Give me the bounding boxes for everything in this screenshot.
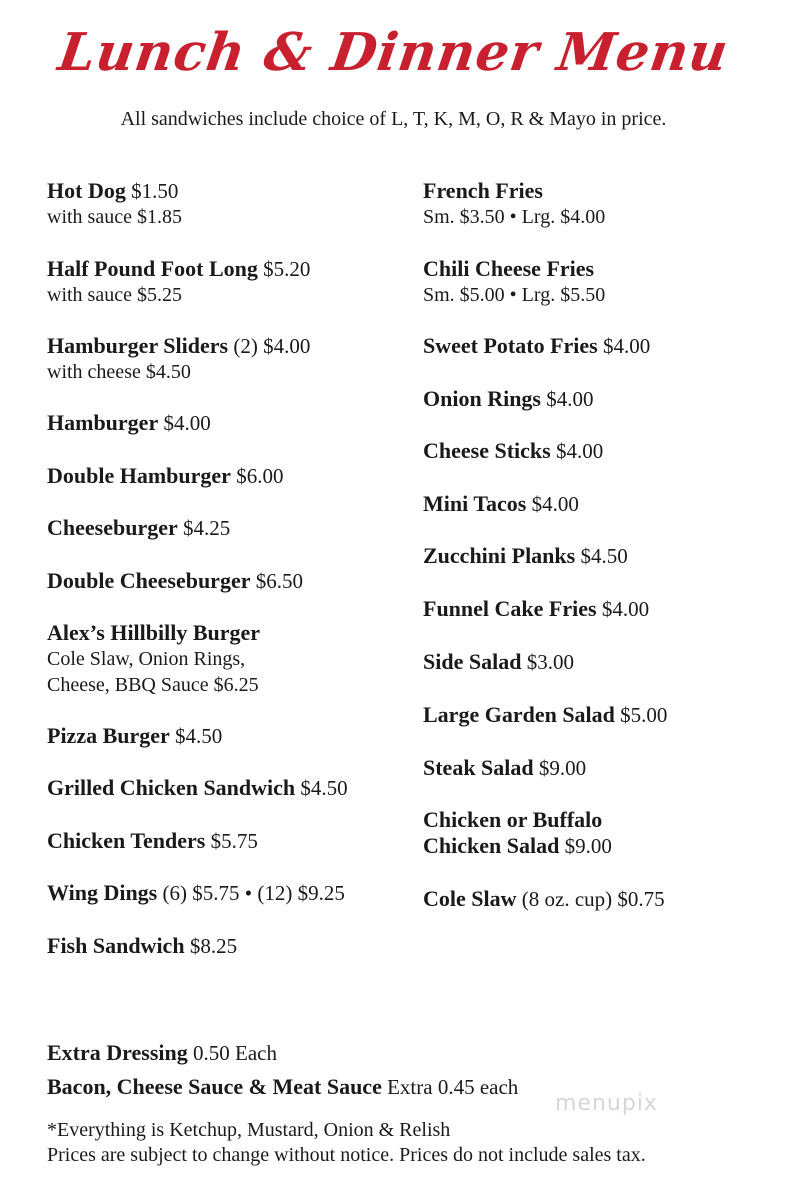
item-detail: with sauce $5.25: [47, 284, 182, 306]
menu-item: [47, 178, 182, 230]
item-name: Hamburger: [47, 410, 159, 435]
menu-title: Lunch & Dinner Menu: [54, 22, 733, 83]
extra-name: Bacon, Cheese Sauce & Meat Sauce: [47, 1074, 382, 1099]
menu-item: [47, 463, 283, 489]
item-detail: Sm. $3.50 • Lrg. $4.00: [423, 206, 606, 228]
item-name: Funnel Cake Fries: [423, 596, 597, 621]
item-price: $4.50: [295, 776, 348, 800]
extra-name: Extra Dressing: [47, 1040, 188, 1065]
menu-item: [423, 491, 579, 517]
item-price: $6.50: [250, 569, 303, 593]
item-price: (8 oz. cup) $0.75: [516, 887, 665, 911]
menu-item: [423, 702, 667, 728]
footnote: *Everything is Ketchup, Mustard, Onion & Relish: [47, 1119, 451, 1141]
menu-item: [423, 386, 594, 412]
item-detail: Sm. $5.00 • Lrg. $5.50: [423, 284, 606, 306]
item-price: $4.50: [575, 544, 628, 568]
menu-item: [47, 333, 310, 385]
watermark: menupix: [555, 1091, 658, 1116]
item-detail: with sauce $1.85: [47, 206, 182, 228]
item-name: Hamburger Sliders: [47, 333, 229, 358]
item-name: Pizza Burger: [47, 723, 170, 748]
extra-item: [47, 1040, 277, 1066]
item-name: Fish Sandwich: [47, 933, 185, 958]
menu-subtitle: All sandwiches include choice of L, T, K, M, O, R & Mayo in price.: [120, 108, 667, 130]
item-name: Side Salad: [423, 649, 522, 674]
item-price: $4.00: [596, 597, 650, 621]
menu-item: [47, 880, 345, 906]
menu-item: [423, 807, 612, 859]
item-name: French Fries: [423, 178, 543, 203]
item-name: Steak Salad: [423, 755, 534, 780]
disclaimer: Prices are subject to change without notice. Prices do not include sales tax.: [47, 1144, 646, 1166]
item-name: Cheeseburger: [47, 515, 178, 540]
item-price: $5.20: [257, 257, 311, 281]
item-price: $5.75: [205, 829, 258, 853]
menu-item: [423, 649, 574, 675]
menu-item: [423, 178, 605, 230]
item-price: $4.25: [177, 516, 231, 540]
menu-item: [423, 755, 586, 781]
item-price: $4.00: [158, 411, 211, 435]
item-name: Double Cheeseburger: [47, 568, 251, 593]
item-name: Alex’s Hillbilly Burger: [47, 620, 261, 645]
item-detail: Cole Slaw, Onion Rings,: [47, 648, 246, 670]
item-name: Large Garden Salad: [423, 702, 615, 727]
item-price: $4.00: [526, 492, 579, 516]
item-name: Double Hamburger: [47, 463, 231, 488]
item-price: $6.00: [230, 464, 284, 488]
item-price: $9.00: [559, 834, 612, 858]
item-name: Sweet Potato Fries: [423, 333, 598, 358]
extra-price: Extra 0.45 each: [381, 1075, 519, 1099]
item-name: Grilled Chicken Sandwich: [47, 775, 296, 800]
item-price: $1.50: [125, 179, 179, 203]
menu-item: [423, 333, 650, 359]
menu-item: [423, 596, 649, 622]
item-name: Cheese Sticks: [423, 438, 551, 463]
item-name: Wing Dings: [47, 880, 158, 905]
menu-item: [47, 515, 230, 541]
extra-price: 0.50 Each: [187, 1041, 277, 1065]
item-name: Half Pound Foot Long: [47, 256, 258, 281]
menu-item: [423, 543, 628, 569]
menu-item: [47, 410, 211, 436]
item-name: Onion Rings: [423, 386, 541, 411]
menu-item: [47, 775, 348, 801]
item-price: $4.00: [597, 334, 651, 358]
item-price: $4.00: [550, 439, 604, 463]
item-name: Chicken Salad: [423, 833, 560, 858]
item-price: $3.00: [521, 650, 574, 674]
item-price: $4.00: [541, 387, 594, 411]
item-name: Zucchini Planks: [423, 543, 576, 568]
item-price: $4.50: [169, 724, 223, 748]
extra-item: [47, 1074, 518, 1100]
menu-item: [47, 828, 258, 854]
item-name: Chicken Tenders: [47, 828, 206, 853]
item-name: Chili Cheese Fries: [423, 256, 595, 281]
item-price: $9.00: [533, 756, 587, 780]
item-price: $5.00: [614, 703, 668, 727]
item-detail: Cheese, BBQ Sauce $6.25: [47, 674, 259, 696]
menu-item: [47, 256, 310, 308]
menu-item: [423, 886, 665, 912]
menu-item: [47, 568, 303, 594]
menu-item: [47, 723, 222, 749]
menu-item: [423, 438, 603, 464]
menu-item: [423, 256, 605, 308]
item-price: (2) $4.00: [228, 334, 311, 358]
menu-item: [47, 620, 260, 698]
item-name: Hot Dog: [47, 178, 126, 203]
menu-item: [47, 933, 237, 959]
item-detail: with cheese $4.50: [47, 361, 191, 383]
item-name: Cole Slaw: [423, 886, 517, 911]
item-price: $8.25: [184, 934, 238, 958]
item-name: Chicken or Buffalo: [423, 807, 603, 832]
item-name: Mini Tacos: [423, 491, 527, 516]
item-price: (6) $5.75 • (12) $9.25: [157, 881, 345, 905]
